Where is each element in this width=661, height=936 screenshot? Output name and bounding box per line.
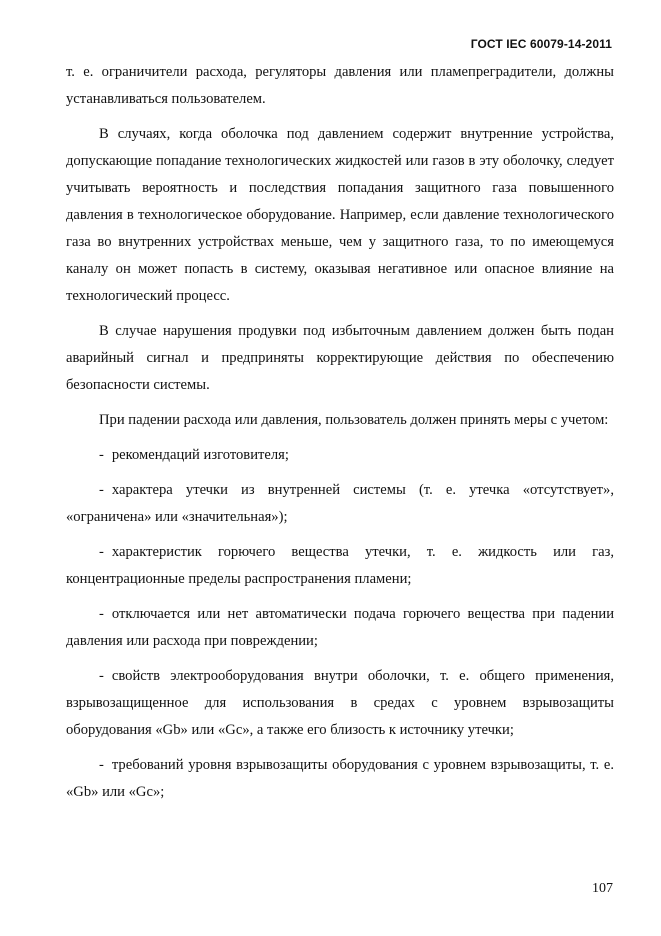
list-dash: - — [99, 482, 104, 498]
list-item — [66, 752, 614, 806]
list-item — [66, 601, 614, 655]
list-item-text: характеристик горючего вещества утечки, т. е. жидкость или газ, концентрационные пределы распространения пламени; — [66, 544, 614, 587]
list-item — [66, 539, 614, 593]
paragraph-pressurized-enclosure: В случаях, когда оболочка под давлением содержит внутренние устройства, допускающие попадание технологических жидкостей или газов в эту оболочку, следует учитывать вероятность и последствия попадания защитного газа повышенного давления в технологическое оборудование. Например, если давление технологического газа во внутренних устройствах меньше, чем у защитного газа, то по имеющемуся каналу он может попасть в систему, оказывая негативное или опасное влияние на технологический процесс. — [66, 126, 614, 304]
list-dash: - — [99, 757, 104, 773]
paragraph-flow-drop: При падении расхода или давления, пользователь должен принять меры с учетом: — [99, 412, 609, 428]
list-item-text: требований уровня взрывозащиты оборудования с уровнем взрывозащиты, т. е. «Gb» или «Gc»; — [66, 757, 614, 800]
list-item-text: свойств электрооборудования внутри оболочки, т. е. общего применения, взрывозащищенное для использования в средах с уровнем взрывозащиты оборудования «Gb» или «Gc», а также его близость к источнику утечки; — [66, 668, 614, 738]
list-dash: - — [99, 447, 104, 463]
list-item-text: характера утечки из внутренней системы (т. е. утечка «отсутствует», «ограничена» или «значительная»); — [66, 482, 614, 525]
list-dash: - — [99, 544, 104, 560]
list-dash: - — [99, 606, 104, 622]
list-item — [66, 663, 614, 744]
page-number: 107 — [592, 881, 613, 896]
list-dash: - — [99, 668, 104, 684]
list-item-text: отключается или нет автоматически подача горючего вещества при падении давления или расхода при повреждении; — [66, 606, 614, 649]
page-body — [66, 59, 614, 814]
list-item — [66, 442, 614, 469]
paragraph-purge-failure: В случае нарушения продувки под избыточным давлением должен быть подан аварийный сигнал и предприняты корректирующие действия по обеспечению безопасности системы. — [66, 323, 614, 393]
list-item — [66, 477, 614, 531]
list-item-text: рекомендаций изготовителя; — [111, 447, 289, 463]
standard-header: ГОСТ IEC 60079-14-2011 — [470, 37, 612, 51]
paragraph-continuation: т. е. ограничители расхода, регуляторы давления или пламепреградители, должны устанавливаться пользователем. — [66, 64, 614, 107]
